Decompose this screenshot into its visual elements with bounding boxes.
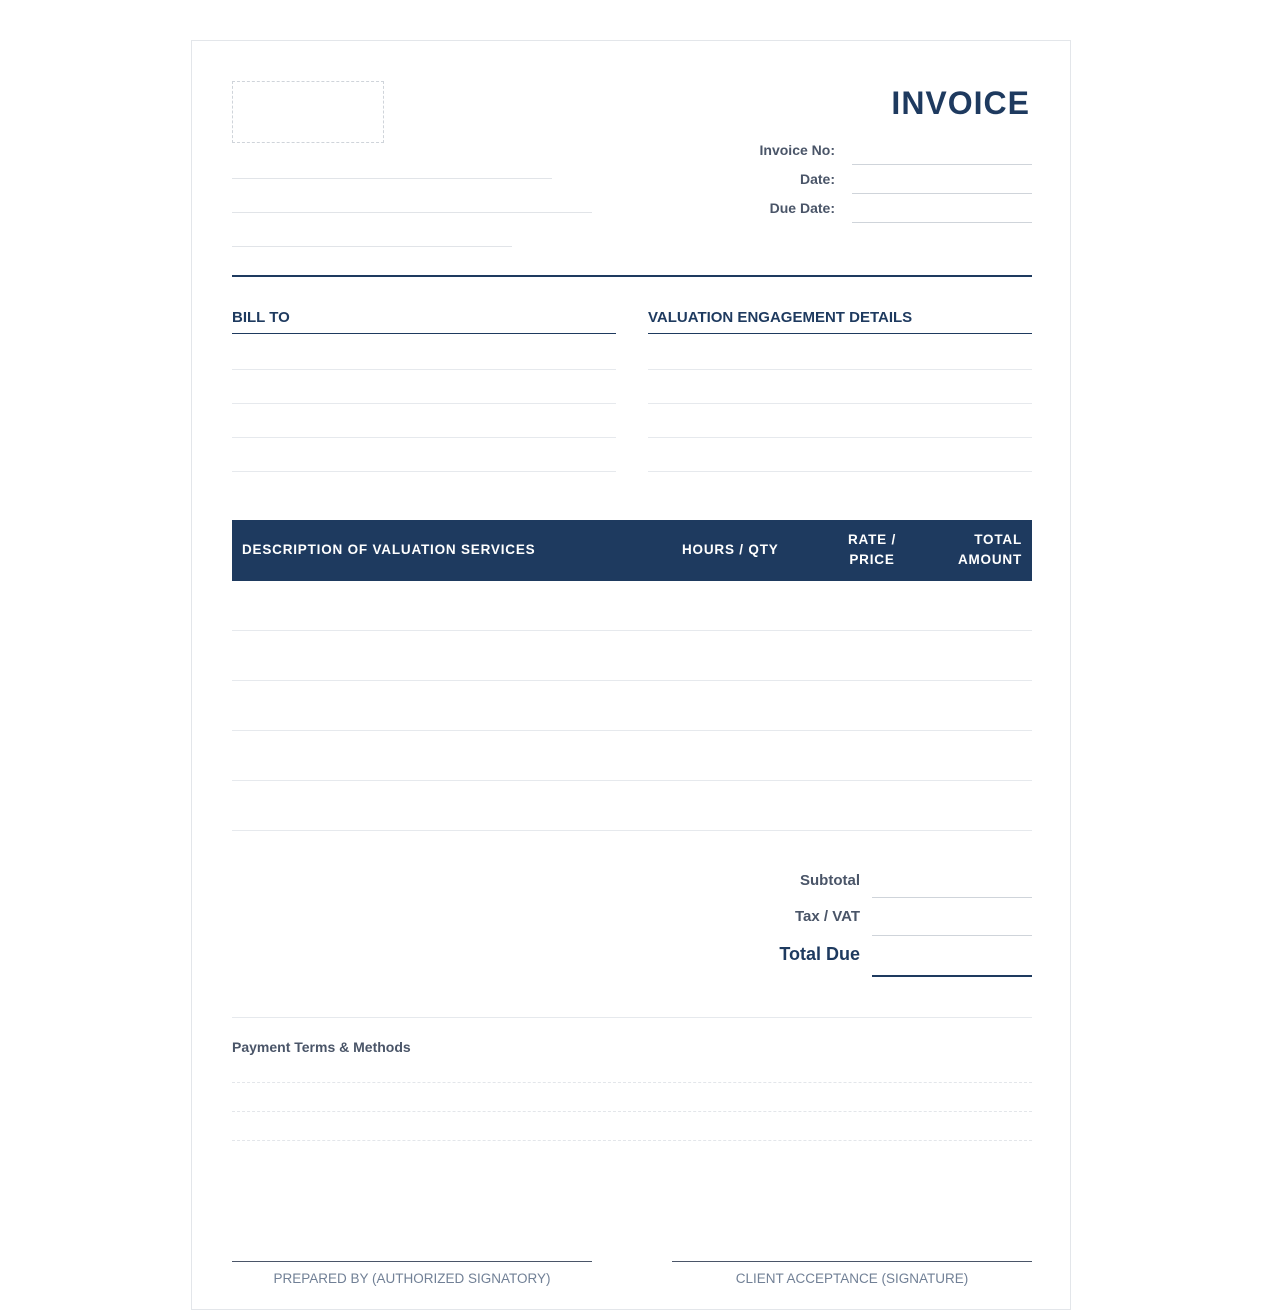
engagement-line[interactable]	[648, 437, 1032, 438]
bill-to-line[interactable]	[232, 471, 616, 472]
company-address-line[interactable]	[232, 178, 552, 179]
invoice-page	[191, 40, 1071, 1310]
company-address-line[interactable]	[232, 212, 592, 213]
company-address-line[interactable]	[232, 246, 512, 247]
engagement-line[interactable]	[648, 403, 1032, 404]
invoice-title: INVOICE	[891, 85, 1030, 121]
date-label: Date:	[799, 171, 835, 187]
due-date-label: Due Date:	[769, 200, 835, 216]
engagement-line[interactable]	[648, 471, 1032, 472]
date-field[interactable]	[852, 193, 1032, 194]
col-rate	[832, 530, 912, 570]
col-total-line-2: AMOUNT	[957, 552, 1022, 567]
col-total	[958, 530, 1022, 570]
col-rate-line-2: PRICE	[849, 552, 895, 567]
bill-to-line[interactable]	[232, 437, 616, 438]
payment-line[interactable]	[232, 1111, 1032, 1112]
table-row[interactable]	[232, 730, 1032, 731]
col-description: DESCRIPTION OF VALUATION SERVICES	[242, 542, 536, 557]
subtotal-label: Subtotal	[800, 872, 860, 889]
subtotal-field[interactable]	[872, 897, 1032, 898]
bill-to-line[interactable]	[232, 369, 616, 370]
col-total-line-1: TOTAL	[974, 532, 1022, 547]
table-row[interactable]	[232, 680, 1032, 681]
client-acceptance-label: CLIENT ACCEPTANCE (SIGNATURE)	[735, 1271, 969, 1286]
invoice-no-label: Invoice No:	[759, 142, 835, 158]
total-due-label: Total Due	[779, 944, 860, 964]
header-divider	[232, 275, 1032, 277]
prepared-by-label: PREPARED BY (AUTHORIZED SIGNATORY)	[273, 1271, 551, 1286]
due-date-field[interactable]	[852, 222, 1032, 223]
engagement-line[interactable]	[648, 369, 1032, 370]
engagement-rule	[648, 333, 1032, 334]
bill-to-line[interactable]	[232, 403, 616, 404]
logo-placeholder[interactable]	[232, 81, 384, 143]
table-row[interactable]	[232, 780, 1032, 781]
engagement-heading: VALUATION ENGAGEMENT DETAILS	[648, 309, 913, 326]
client-signature-line[interactable]	[672, 1261, 1032, 1262]
bill-to-rule	[232, 333, 616, 334]
tax-field[interactable]	[872, 935, 1032, 936]
services-table-header	[232, 520, 1032, 581]
table-row[interactable]	[232, 630, 1032, 631]
col-hours: HOURS / QTY	[682, 542, 779, 557]
payment-divider	[232, 1017, 1032, 1018]
payment-line[interactable]	[232, 1082, 1032, 1083]
total-due-field[interactable]	[872, 975, 1032, 977]
tax-label: Tax / VAT	[794, 908, 860, 925]
bill-to-heading: BILL TO	[232, 309, 290, 326]
invoice-no-field[interactable]	[852, 164, 1032, 165]
payment-line[interactable]	[232, 1140, 1032, 1141]
prepared-by-signature-line[interactable]	[232, 1261, 592, 1262]
payment-terms-label: Payment Terms & Methods	[232, 1039, 411, 1055]
table-row[interactable]	[232, 830, 1032, 831]
col-rate-line-1: RATE /	[847, 532, 897, 547]
